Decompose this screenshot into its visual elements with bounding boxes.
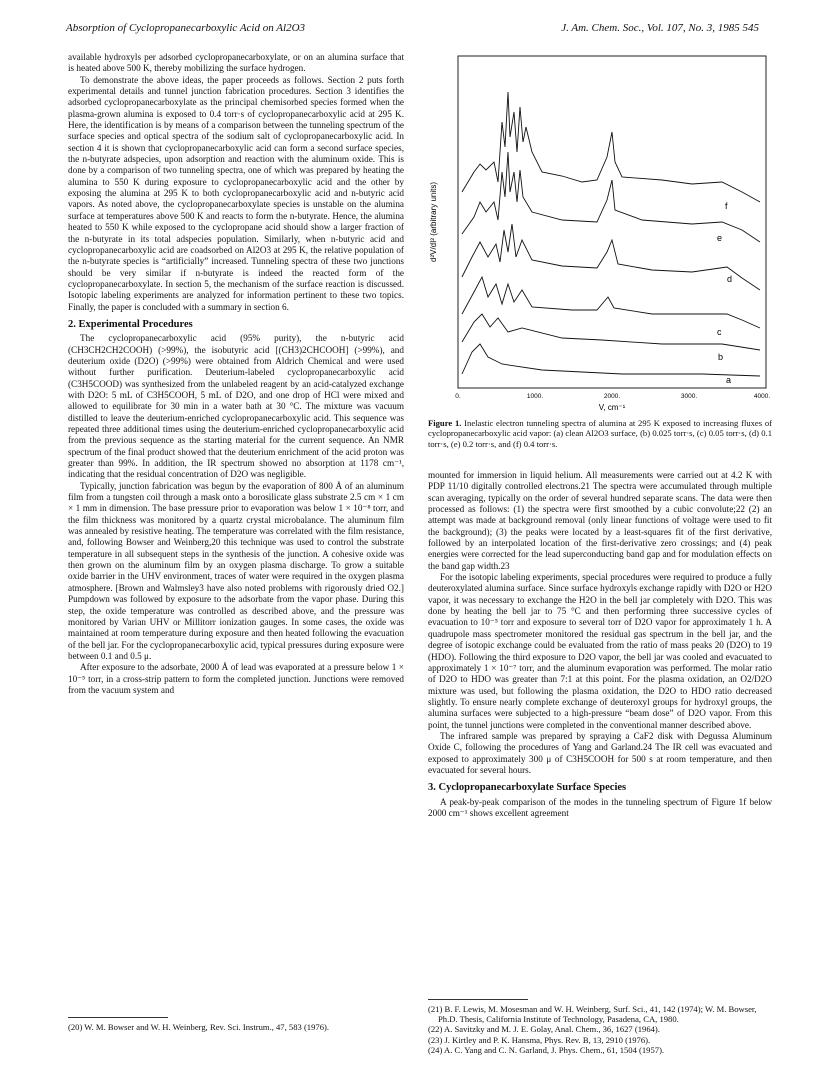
- x-tick-label: 3000.: [680, 393, 698, 400]
- spectrum-d: [462, 224, 760, 290]
- curve-label-f: f: [725, 201, 728, 211]
- footnotes-left: [68, 1022, 404, 1032]
- footnotes-right: [428, 1004, 772, 1055]
- paragraph: After exposure to the adsorbate, 2000 Å of lead was evaporated at a pressure below 1 × 10⁻⁵ torr, in a cross-strip pattern to form the completed junction. Junctions were removed from the vacuum system and: [68, 662, 404, 695]
- section-heading: 3. Cyclopropanecarboxylate Surface Species: [428, 782, 627, 794]
- footnote: (20) W. M. Bowser and W. H. Weinberg, Rev. Sci. Instrum., 47, 583 (1976).: [68, 1022, 329, 1032]
- left-column: [68, 52, 404, 696]
- caption-title: Figure 1.: [428, 418, 462, 428]
- y-axis-label: d²V/dI² (arbitrary units): [429, 181, 438, 262]
- footnote: (21) B. F. Lewis, M. Mosesman and W. H. Weinberg, Surf. Sci., 41, 142 (1974); W. M. Bowser, Ph.D. Thesis, California Institute of Technology, Pasadena, CA, 1980.: [428, 1004, 757, 1025]
- figure-caption: [428, 418, 772, 449]
- paragraph: The cyclopropanecarboxylic acid (95% purity), the n-butyric acid (CH3CH2CH2COOH) (>99%), the isobutyric acid [(CH3)2CHCOOH] (>99%), and deuterium oxide (D2O) (>99%) were obtained from Aldrich Chemical and were used without further purification. Deuterium-labeled cyclopropanecarboxylic acid (C3H5COOD) was synthesized from the unlabeled reagent by an acid-catalyzed exchange with D2O: 5 mL of C3H5COOH, 5 mL of D2O, and one drop of HCl were mixed and allowed to equilibrate for 30 min in a water bath at 30 °C. The mixture was vacuum distilled to leave the deuterium-enriched cyclopropanecarboxylic acid. This sequence was repeated three additional times using the deuterium-enriched cyclopropanecarboxylic acid from the previous sequence as the starting material for the current sequence. An NMR spectrum of the final product showed that the deuterium enrichment of the acid proton was greater than 99%. In addition, the IR spectrum showed no absorption at 1178 cm⁻¹, indicating that the residual concentration of D2O was negligible.: [68, 333, 404, 480]
- curve-label-b: b: [718, 352, 724, 362]
- footnote: (22) A. Savitzky and M. J. E. Golay, Anal. Chem., 36, 1627 (1964).: [428, 1024, 660, 1035]
- running-header-journal: J. Am. Chem. Soc., Vol. 107, No. 3, 1985 545: [561, 22, 759, 34]
- curve-label-d: d: [727, 274, 733, 284]
- caption-text: Inelastic electron tunneling spectra of alumina at 295 K exposed to increasing fluxes of cyclopropanecarboxylic acid vapor: (a) clean Al2O3 surface, (b) 0.025 torr·s, (c) 0.05 torr·s, (d) 0.1 torr·s, (e) 0.2 torr·s, and (f) 0.4 torr·s.: [428, 418, 773, 449]
- footnote: (24) A. C. Yang and C. N. Garland, J. Phys. Chem., 61, 1504 (1957).: [428, 1044, 665, 1055]
- curve-label-c: c: [717, 327, 722, 337]
- paragraph: To demonstrate the above ideas, the paper proceeds as follows. Section 2 puts forth experimental details and tunnel junction fabrication procedures. Section 3 identifies the adsorbed cyclopropanecarboxylate as the principal chemisorbed species formed when the plasma-grown alumina is exposed to 0.4 torr·s of cyclopropanecarboxylic acid at 295 K. Here, the identification is by means of a comparison between the tunneling spectrum of the surface species and optical spectra of the sodium salt of cyclopropanecarboxylic acid. In section 4 it is shown that cyclopropanecarboxylic acid can form a second surface species, the n-butyrate adspecies, upon adsorption and reaction with the aluminum oxide. This is done by a comparison of two tunneling spectra, one of which was prepared by heating the alumina to 550 K during exposure to cyclopropanecarboxylic acid and the other by exposing the alumina at 295 K to both cyclopropanecarboxylic acid and n-butyric acid vapors. As noted above, the cyclopropanecarboxylate species is unstable on the alumina surface at temperatures above 500 K and reacts to form the n-butyrate. Hence, the alumina heated to 550 K while exposed to the cyclopropane acid should show a larger fraction of the n-butyrate in its total adspecies population. Similarly, when n-butyric acid and cyclopropanecarboxylic acid are coadsorbed on Al2O3 at 295 K, the relative population of the n-butyrate species is “artificially” increased. Tunneling spectra of these two junctions should be very similar if n-butyrate is indeed the reacted form of the cyclopropanecarboxylate. In section 5, the mechanism of the surface reaction is discussed. Isotopic labeling experiments are analyzed for information pertinent to these two topics. Finally, the paper is concluded with a summary in section 6.: [68, 74, 404, 312]
- curve-label-a: a: [726, 375, 732, 385]
- x-axis-label: V, cm⁻¹: [598, 403, 626, 412]
- figure-1-spectra: [422, 52, 778, 412]
- paragraph: For the isotopic labeling experiments, special procedures were required to produce a fully deuteroxylated alumina surface. Since surface hydroxyls exchange rapidly with D2O or H2O vapor, it was necessary to exchange the H2O in the bell jar completely with D2O. This was done by heating the bell jar to 75 °C and then performing three successive cycles of evacuation to 10⁻⁵ torr and exposure to several torr of D2O vapor for approximately 1 h. A quadrupole mass spectrometer monitored the residual gas spectrum in the bell jar, and the degree of isotopic exchange could be evaluated from the ratio of mass peaks 20 (D2O) to 19 (HDO). Following the third exposure to D2O vapor, the bell jar was cooled and evacuated to approximately 1 × 10⁻⁷ torr, and the aluminum evaporation was performed. The molar ratio of D2O to HDO was greater than 7:1 at this point. For the plasma oxidation, an O2/D2O mixture was used, but following the plasma oxidation, the D2O to HDO ratio decreased slightly. To ensure nearly complete exchange of deuteroxyl groups for hydroxyl groups, the alumina surfaces were subjected to a high-pressure “beam dose” of D2O vapor. From this point, the tunnel junctions were completed in the conventional manner described above.: [428, 572, 772, 730]
- curve-label-e: e: [717, 233, 723, 243]
- spectrum-b: [462, 314, 760, 350]
- footnote-rule: [68, 1017, 168, 1018]
- paragraph: mounted for immersion in liquid helium. All measurements were carried out at 4.2 K with PDP 11/10 digitally controlled electrons.21 The spectra were accumulated through multiple scan averaging, typically on the order of several hundred separate scans. The data were then processed as follows: (1) the spectra were first smoothed by a cubic convolute;22 (2) an attempt was made at background removal (only linear functions of voltage were used to fit the background); (3) the peaks were located by a least-squares fit of the first derivative, followed by an interpolated location of the first-derivative zero crossings; and (4) peak energies were corrected for the lead superconducting band gap and for modulation effects on the band gap width.23: [428, 470, 772, 571]
- right-column: [428, 470, 772, 819]
- x-tick-label: 0.: [455, 393, 461, 400]
- paragraph: The infrared sample was prepared by spraying a CaF2 disk with Degussa Aluminum Oxide C, following the procedures of Yang and Garland.24 The IR cell was evacuated and exposed to approximately 300 μ of C3H5COOH for 500 s at room temperature, and then evacuated for several hours.: [428, 730, 772, 775]
- footnote: (23) J. Kirtley and P. K. Hansma, Phys. Rev. B, 13, 2910 (1976).: [428, 1034, 651, 1045]
- x-tick-label: 2000.: [603, 393, 621, 400]
- running-header-title: Absorption of Cyclopropanecarboxylic Acid on Al2O3: [66, 22, 306, 34]
- spectrum-c: [462, 277, 760, 328]
- x-tick-label: 4000.: [753, 393, 771, 400]
- paragraph: available hydroxyls per adsorbed cyclopropanecarboxylate, or on an alumina surface that is heated above 500 K, thereby mobilizing the surface hydrogen.: [68, 52, 404, 74]
- spectrum-a: [462, 344, 760, 376]
- paragraph: A peak-by-peak comparison of the modes in the tunneling spectrum of Figure 1f below 2000 cm⁻¹ shows excellent agreement: [428, 796, 772, 818]
- paragraph: Typically, junction fabrication was begun by the evaporation of 800 Å of an aluminum film from a tungsten coil through a mask onto a borosilicate glass substrate 2.5 cm × 1 cm × 1 mm in dimension. The base pressure prior to evaporation was below 1 × 10⁻⁸ torr, and the film thickness was monitored by a quartz crystal microbalance. The aluminum film was annealed by resistive heating. The temperature was correlated with the film resistance, and, following Bowser and Weinberg,20 this technique was used to control the substrate temperature in all subsequent steps in the synthesis of the junction. A cohesive oxide was then grown on the aluminum film by an oxygen plasma discharge. To grow a suitable oxide barrier in the UHV environment, traces of water were required in the oxygen plasma atmosphere. [Brown and Walmsley3 have also noted problems with rigorously dried O2.] Pumpdown was followed by exposure to the adsorbate from the vapor phase. During this step, the oxide temperature was controlled as described above, and the pressure was monitored by Varian UHV or Millitorr ionization gauges. In some cases, the oxide was maintained at room temperature during exposure and then heated following the evacuation of the bell jar. For the cyclopropanecarboxylic acid, typical pressures during exposure were between 0.1 and 0.5 μ.: [68, 480, 404, 661]
- x-tick-label: 1000.: [526, 393, 544, 400]
- footnote-rule: [428, 999, 528, 1000]
- spectrum-e: [462, 152, 760, 242]
- section-heading: 2. Experimental Procedures: [68, 318, 193, 330]
